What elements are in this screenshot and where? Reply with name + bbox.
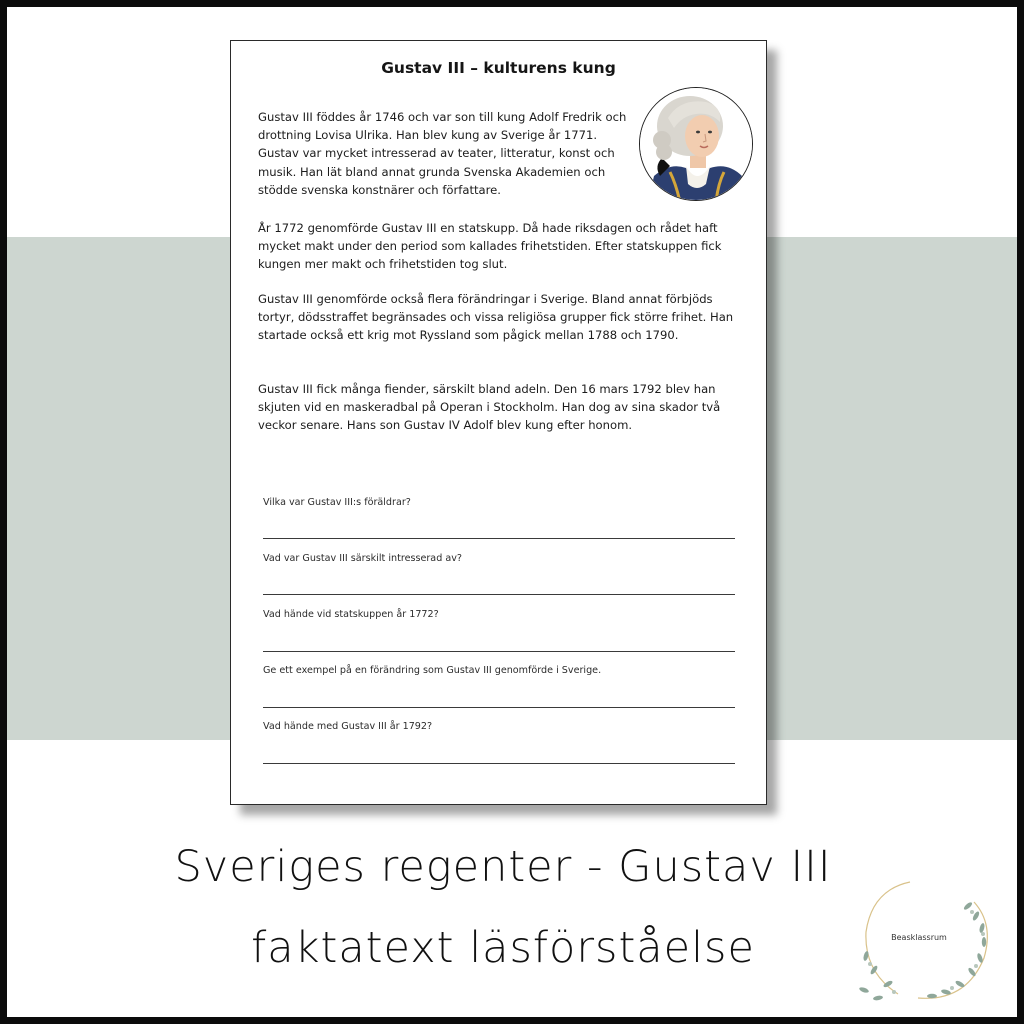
- paragraph-3: Gustav III genomförde också flera förändringar i Sverige. Bland annat förbjöds tortyr, dödsstraffet begränsades och vissa religiösa grupper fick större frihet. Han startade också ett krig mot Ryssland som pågick mellan 1788 och 1790.: [258, 292, 734, 343]
- answer-line-2: [263, 594, 735, 595]
- caption-title: Sveriges regenter - Gustav III: [174, 842, 832, 892]
- logo-text: Beasklassrum: [891, 933, 947, 942]
- answer-line-5: [263, 763, 735, 764]
- question-5: Vad hände med Gustav III år 1792?: [263, 721, 433, 732]
- paragraph-2: År 1772 genomförde Gustav III en statskupp. Då hade riksdagen och rådet haft mycket makt under den period som kallades frihetstiden. Efter statskuppen fick kungen mer makt och frihetstiden tog slut.: [258, 221, 722, 272]
- portrait-illustration: [640, 88, 753, 201]
- paragraph-1: Gustav III föddes år 1746 och var son till kung Adolf Fredrik och drottning Lovisa Ulrika. Han blev kung av Sverige år 1771. Gustav var mycket intresserad av teater, litteratur, konst och musik. Han lät bland annat grunda Svenska Akademien och stödde svenska konstnärer och författare.: [258, 110, 627, 197]
- question-1: Vilka var Gustav III:s föräldrar?: [263, 497, 411, 508]
- answer-line-4: [263, 707, 735, 708]
- caption-subtitle: faktatext läsförståelse: [251, 923, 755, 973]
- brand-logo: [848, 872, 998, 1012]
- question-4: Ge ett exempel på en förändring som Gustav III genomförde i Sverige.: [263, 665, 602, 676]
- worksheet-page: [230, 40, 767, 805]
- answer-line-3: [263, 651, 735, 652]
- paragraph-4: Gustav III fick många fiender, särskilt bland adeln. Den 16 mars 1792 blev han skjuten vid en maskeradbal på Operan i Stockholm. Han dog av sina skador två veckor senare. Hans son Gustav IV Adolf blev kung efter honom.: [258, 382, 721, 433]
- worksheet-title: Gustav III – kulturens kung: [381, 59, 616, 77]
- question-2: Vad var Gustav III särskilt intresserad av?: [263, 553, 462, 564]
- portrait-image: [639, 87, 753, 201]
- wreath-icon: [848, 872, 998, 1012]
- answer-line-1: [263, 538, 735, 539]
- question-3: Vad hände vid statskuppen år 1772?: [263, 609, 439, 620]
